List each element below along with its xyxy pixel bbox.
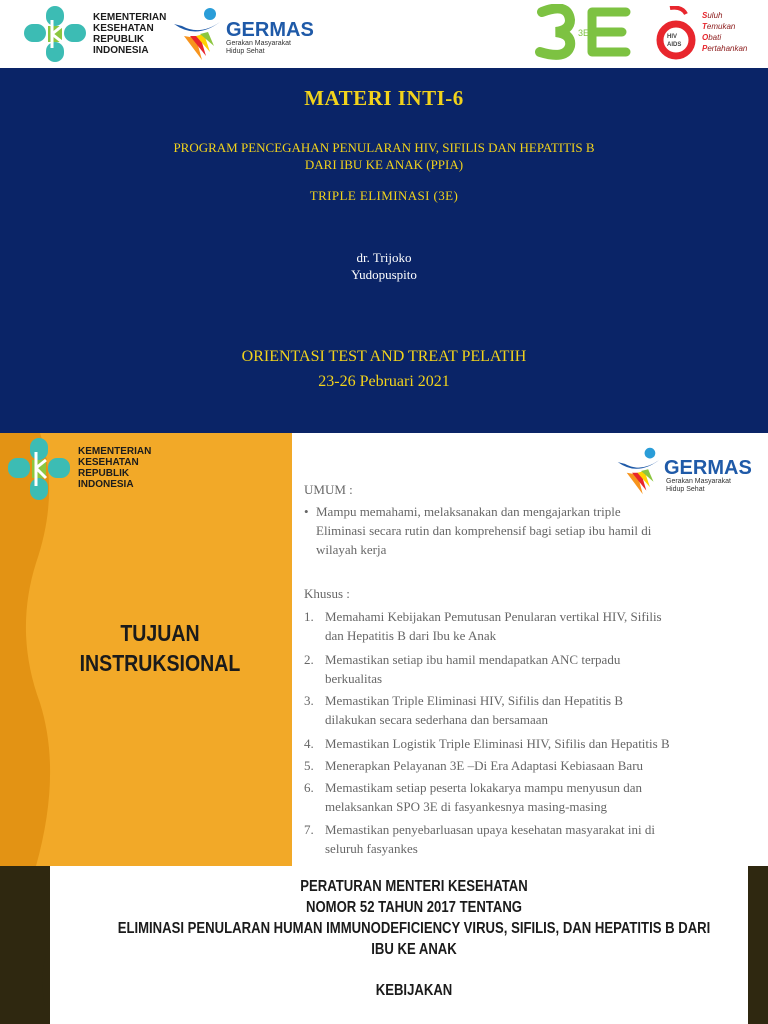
section-heading — [75, 618, 245, 678]
regulation-title-line: PERATURAN MENTERI KESEHATAN — [300, 878, 528, 895]
regulation-title-line: NOMOR 52 TAHUN 2017 TENTANG — [305, 899, 523, 916]
slide3-heading: KEBIJAKAN — [375, 982, 453, 999]
germas-title: GERMAS — [226, 19, 314, 41]
objective-text: berkualitas — [325, 671, 383, 686]
ministry-name-line: REPUBLIK — [78, 468, 130, 479]
objective-text: Menerapkan Pelayanan 3E –Di Era Adaptasi Kebiasaan Baru — [325, 758, 644, 773]
germas-subtitle-line: Hidup Sehat — [666, 486, 705, 493]
umum-text-line: Mampu memahami, melaksanakan dan mengajarkan triple — [316, 504, 621, 519]
stop-hiv-label: HIV — [667, 34, 678, 40]
stop-logo-icon — [656, 6, 709, 62]
triple-e-label: 3E — [578, 28, 590, 38]
ministry-name-line: KEMENTERIAN — [93, 12, 167, 23]
ministry-name-line: KEMENTERIAN — [78, 446, 152, 457]
presenter-name-line: Yudopuspito — [351, 267, 417, 282]
umum-text — [316, 502, 736, 559]
objective-text: Memastikan Triple Eliminasi HIV, Sifilis dan Hepatitis B — [325, 693, 624, 708]
triple-e-logo-icon — [534, 4, 638, 60]
objective-number: 7. — [304, 822, 314, 837]
objective-number: 6. — [304, 780, 314, 795]
stop-letter: S — [702, 11, 708, 20]
ministry-logo-icon — [6, 436, 72, 502]
objective-number: 3. — [304, 693, 314, 708]
germas-title: GERMAS — [664, 457, 752, 479]
objective-number: 1. — [304, 609, 314, 624]
stop-word: emukan — [706, 22, 736, 31]
objective-text: dilakukan secara sederhana dan bersamaan — [325, 712, 549, 727]
stop-word: uluh — [707, 11, 723, 20]
objective-text: Memastikan Logistik Triple Eliminasi HIV, Sifilis dan Hepatitis B — [325, 736, 670, 751]
objective-text: Memahami Kebijakan Pemutusan Penularan vertikal HIV, Sifilis — [325, 609, 662, 624]
program-title-line: PROGRAM PENCEGAHAN PENULARAN HIV, SIFILIS DAN HEPATITIS B — [173, 140, 595, 155]
ministry-name-line: KESEHATAN — [78, 457, 139, 468]
objective-text: dan Hepatitis B dari Ibu ke Anak — [325, 628, 497, 643]
khusus-label: Khusus : — [304, 586, 350, 601]
objective-text: Memastikam setiap peserta lokakarya mampu menyusun dan — [325, 780, 642, 795]
ministry-name-line: KESEHATAN — [93, 23, 154, 34]
regulation-title-line: ELIMINASI PENULARAN HUMAN IMMUNODEFICIENCY VIRUS, SIFILIS, DAN HEPATITIS B DARI — [117, 920, 711, 937]
germas-logo-icon — [172, 6, 228, 62]
event-title: ORIENTASI TEST AND TREAT PELATIH — [241, 348, 527, 365]
slide-title: MATERI INTI-6 — [304, 86, 464, 110]
objective-number: 2. — [304, 652, 314, 667]
stop-aids-label: AIDS — [667, 42, 682, 48]
program-subtitle: TRIPLE ELIMINASI (3E) — [309, 188, 459, 203]
stop-letter: T — [702, 22, 707, 31]
ministry-logo-icon — [22, 6, 88, 62]
umum-text-line: wilayah kerja — [316, 542, 387, 557]
presenter-name-line: dr. Trijoko — [356, 250, 412, 265]
ministry-name-line: INDONESIA — [93, 45, 149, 56]
germas-subtitle-line: Hidup Sehat — [226, 48, 265, 55]
germas-subtitle-line: Gerakan Masyarakat — [666, 478, 731, 485]
stop-letter: P — [702, 44, 708, 53]
section-heading-line: INSTRUKSIONAL — [79, 650, 241, 676]
event-date: 23-26 Pebruari 2021 — [318, 373, 450, 390]
stop-word: bati — [708, 33, 722, 42]
stop-word: ertahankan — [707, 44, 748, 53]
regulation-title-line: IBU KE ANAK — [371, 941, 457, 958]
objective-text: seluruh fasyankes — [325, 841, 418, 856]
stop-letter: O — [702, 33, 709, 42]
objective-number: 5. — [304, 758, 314, 773]
program-title-line: DARI IBU KE ANAK (PPIA) — [304, 157, 464, 172]
ministry-name-line: REPUBLIK — [93, 34, 145, 45]
ministry-name-line: INDONESIA — [78, 479, 134, 490]
objective-text: Memastikan setiap ibu hamil mendapatkan ANC terpadu — [325, 652, 621, 667]
bullet-icon: • — [304, 504, 309, 519]
slide1-logo-bar — [0, 0, 768, 68]
objective-text: Memastikan penyebarluasan upaya kesehatan masyarakat ini di — [325, 822, 655, 837]
germas-logo-icon — [616, 440, 666, 502]
objective-number: 4. — [304, 736, 314, 751]
umum-label: UMUM : — [304, 482, 353, 497]
umum-text-line: Eliminasi secara rutin dan komprehensif bagi setiap ibu hamil di — [316, 523, 652, 538]
section-heading-line: TUJUAN — [120, 620, 200, 646]
objective-text: melaksankan SPO 3E di fasyankesnya masing-masing — [325, 799, 607, 814]
germas-subtitle-line: Gerakan Masyarakat — [226, 40, 291, 47]
